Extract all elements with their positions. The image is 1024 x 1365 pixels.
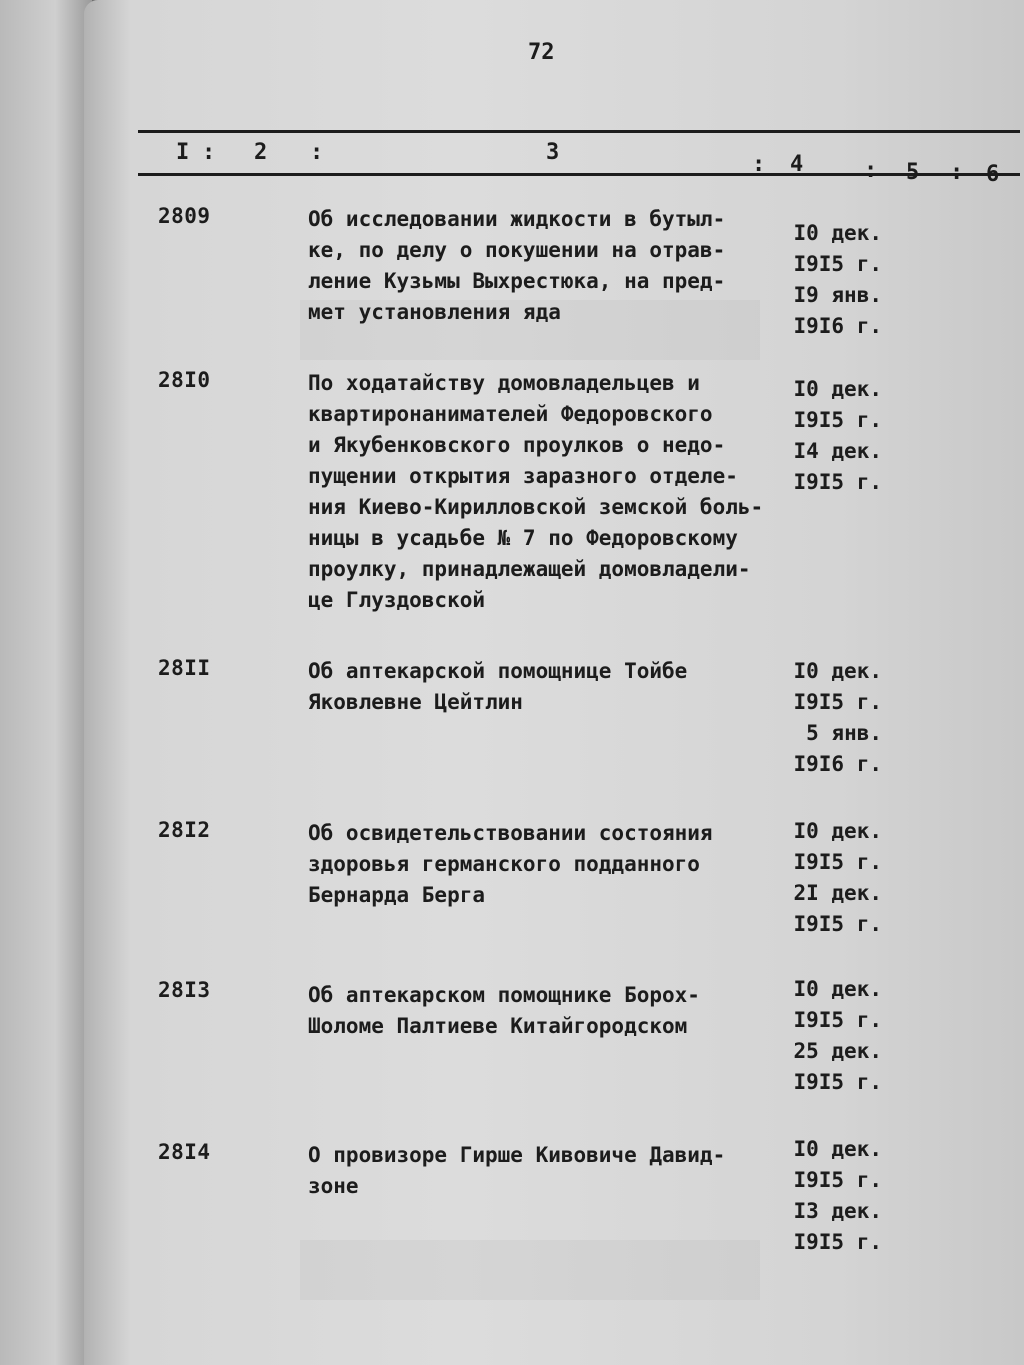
entry-date: I9I5 г. [793,850,882,874]
entry-date: I9I5 г. [793,252,882,276]
entry-dates [772,1134,882,1258]
entry-title: Об аптекарской помощнице Тойбе Яковлевне Цейтлин [308,659,688,714]
entry-id: 28II [158,656,211,680]
entry-dates [772,374,882,498]
entry-date: I9I5 г. [793,1168,882,1192]
column-header-separator: : [864,158,878,183]
entry-date: I9I5 г. [793,1230,882,1254]
entry-date: I9I6 г. [793,752,882,776]
entry-id: 28I0 [158,368,211,392]
column-header-separator: : [752,152,766,177]
entry-date: 2I дек. [793,881,882,905]
entry-title: Об исследовании жидкости в бутыл- ке, по делу о покушении на отрав- ление Кузьмы Выхрестюка, на пред- мет установления яда [308,207,726,324]
entry-id: 28I3 [158,978,211,1002]
entry-title: По ходатайству домовладельцев и квартиронанимателей Федоровского и Якубенковского проулков о недо- пущении открытия заразного отделе- ния Киево-Кирилловской земской боль- ницы в усадьбе № 7 по Федоровскому проулку, принадлежащей домовладели- це Глуздовской [308,371,764,612]
entry-date: 25 дек. [793,1039,882,1063]
entry-date: I0 дек. [793,819,882,843]
entry-date: I4 дек. [793,439,882,463]
page-number: 72 [528,40,555,65]
entry-date: I0 дек. [793,377,882,401]
entry-date: I9I6 г. [793,314,882,338]
column-header-6: 6 [986,162,1000,187]
header-top-rule [138,130,1020,133]
header-bottom-rule [138,173,1020,176]
column-header-2: 2 [254,140,268,165]
entry-date: I0 дек. [793,221,882,245]
entry-date: I9I5 г. [793,470,882,494]
entry-date: I9 янв. [793,283,882,307]
entry-id: 28I2 [158,818,211,842]
entry-id: 28I4 [158,1140,211,1164]
entry-date: I9I5 г. [793,912,882,936]
entry-dates [772,974,882,1098]
entry-title: Об освидетельствовании состояния здоровья германского подданного Бернарда Берга [308,821,713,907]
previous-page-edge [0,0,92,1365]
entry-date: I0 дек. [793,1137,882,1161]
entry-date: I9I5 г. [793,690,882,714]
column-header-separator: : [950,160,964,185]
entry-date: I0 дек. [793,659,882,683]
entry-date: I9I5 г. [793,408,882,432]
column-header-separator: : [202,140,216,165]
bleed-through-texture [300,1240,760,1300]
entry-date: 5 янв. [806,721,882,745]
entry-date: I9I5 г. [793,1008,882,1032]
entry-dates [772,816,882,940]
entry-id: 2809 [158,204,211,228]
entry-dates [772,218,882,342]
column-header-3: 3 [546,140,560,165]
entry-date: I3 дек. [793,1199,882,1223]
column-header-4: 4 [790,152,804,177]
column-header-5: 5 [906,160,920,185]
entry-title: О провизоре Гирше Кивовиче Давид- зоне [308,1143,726,1198]
entry-title: Об аптекарском помощнике Борох- Шоломе Палтиеве Китайгородском [308,983,700,1038]
entry-date: I9I5 г. [793,1070,882,1094]
entry-date: I0 дек. [793,977,882,1001]
column-header-separator: : [310,140,324,165]
column-header-1: I [176,140,190,165]
entry-dates [772,656,882,780]
